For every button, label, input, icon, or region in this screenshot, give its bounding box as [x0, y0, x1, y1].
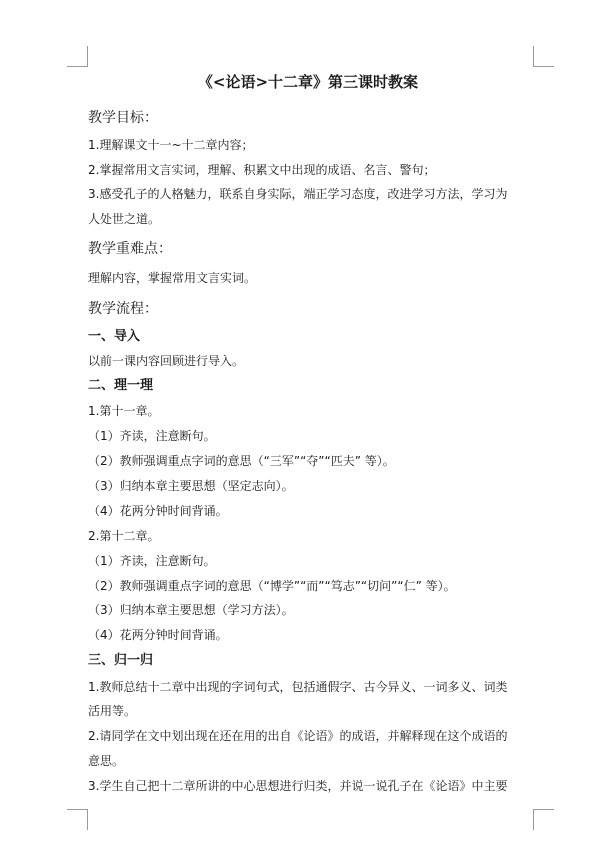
- chapter-11-step: （3）归纳本章主要思想（坚定志向）。: [88, 479, 294, 493]
- intro-text: 以前一课内容回顾进行导入。: [88, 354, 245, 368]
- page-title: 《<论语>十二章》第三课时教案: [197, 73, 419, 91]
- crop-mark-top-left: [67, 46, 88, 67]
- chapter-12-heading: 2.第十二章。: [88, 529, 160, 543]
- objective-item: 2.掌握常用文言实词，理解、积累文中出现的成语、名言、警句；: [88, 163, 436, 177]
- summary-item-continued: 活用等。: [88, 704, 137, 718]
- section-heading-summary: 三、归一归: [88, 653, 154, 668]
- objective-item: 1.理解课文十一~十二章内容；: [88, 138, 254, 152]
- section-heading-intro: 一、导入: [88, 329, 141, 344]
- chapter-12-step: （1）齐读，注意断句。: [88, 554, 216, 568]
- keypoints-heading: 教学重难点：: [88, 241, 172, 257]
- process-heading: 教学流程：: [88, 301, 158, 317]
- keypoints-text: 理解内容，掌握常用文言实词。: [88, 271, 257, 285]
- summary-item-continued: 意思。: [88, 754, 125, 768]
- summary-item: 2.请同学在文中划出现在还在用的出自《论语》的成语，并解释现在这个成语的: [88, 729, 508, 743]
- chapter-11-heading: 1.第十一章。: [88, 404, 160, 418]
- objective-item: 3.感受孔子的人格魅力，联系自身实际，端正学习态度，改进学习方法，学习为: [88, 187, 508, 201]
- objective-item-continued: 人处世之道。: [88, 212, 161, 226]
- chapter-11-step: （2）教师强调重点字词的意思（“三军”“夺”“匹夫” 等）。: [88, 454, 395, 468]
- crop-mark-bottom-right: [533, 809, 554, 830]
- chapter-12-step: （3）归纳本章主要思想（学习方法）。: [88, 603, 294, 617]
- crop-mark-bottom-left: [67, 809, 88, 830]
- summary-item: 3.学生自己把十二章所讲的中心思想进行归类，并说一说孔子在《论语》中主要: [88, 779, 508, 793]
- chapter-11-step: （4）花两分钟时间背诵。: [88, 504, 228, 518]
- chapter-12-step: （4）花两分钟时间背诵。: [88, 628, 228, 642]
- summary-item: 1.教师总结十二章中出现的字词句式，包括通假字、古今异义、一词多义、词类: [88, 680, 508, 694]
- section-heading-review: 二、理一理: [88, 378, 154, 393]
- chapter-12-step: （2）教师强调重点字词的意思（“博学”“而”“笃志”“切问”“仁” 等）。: [88, 579, 456, 593]
- crop-mark-top-right: [533, 46, 554, 67]
- objectives-heading: 教学目标：: [88, 110, 158, 126]
- chapter-11-step: （1）齐读，注意断句。: [88, 429, 216, 443]
